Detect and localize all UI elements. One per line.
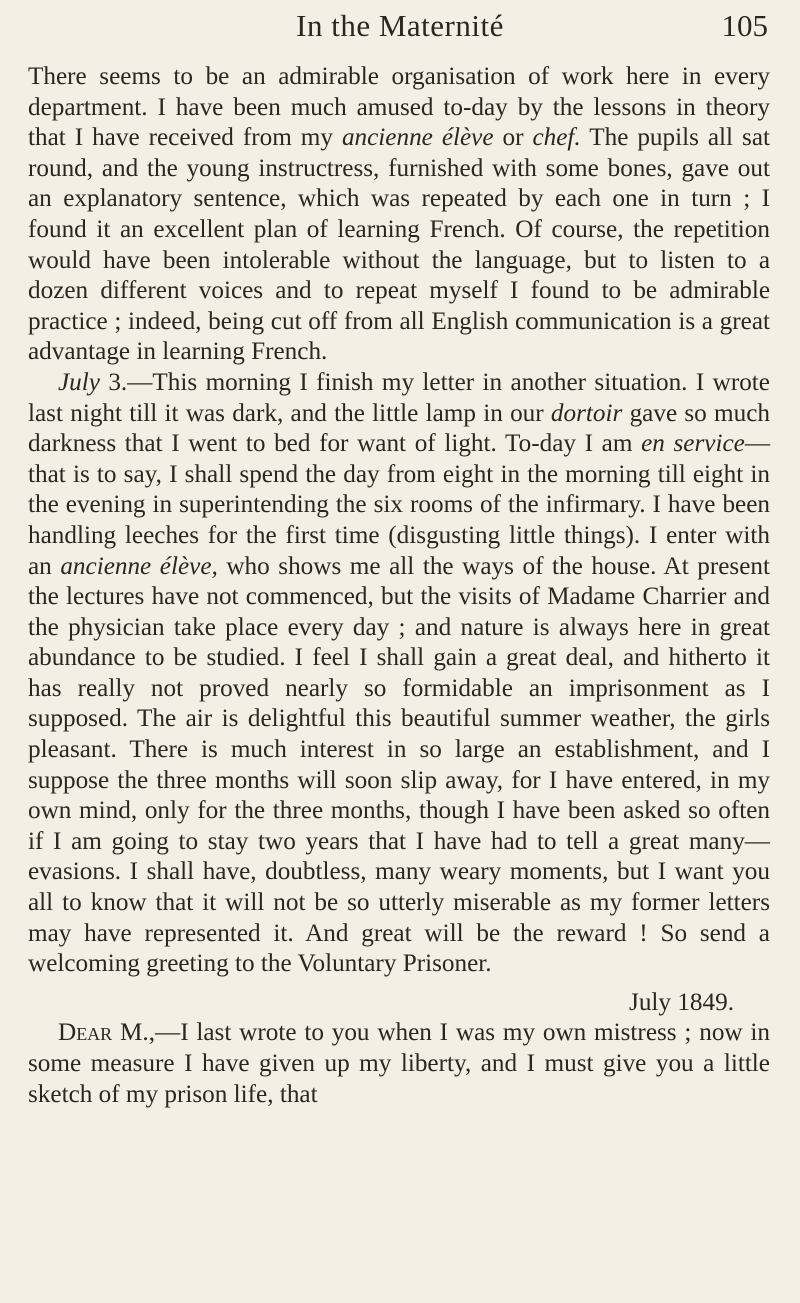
italic-phrase: ancienne élève <box>341 124 494 152</box>
italic-phrase: chef. <box>532 124 581 152</box>
text-run: The pupils all sat round, and the young instructress, furnished with some bones, gave out an explanatory sentence, which was repeated by each one in turn ; I found it an excellent plan of learning French. Of course, the repetition would have been intolerable without the language, but to listen to a dozen different voices and to repeat myself I found to be admirable practice ; indeed, being cut off from all English communication is a great advantage in learning French. <box>28 124 771 366</box>
text-run: gave so much darkness that I went to bed for want of light. To-day I am <box>28 399 770 458</box>
text-run: There seems to be an admirable organisation of work here in every department. I have been much amused to-day by the lessons in theory that I have received from my <box>28 63 770 152</box>
text-run: or <box>493 124 533 152</box>
paragraph-july-3 <box>28 368 770 980</box>
italic-phrase: ancienne élève, <box>60 552 218 580</box>
paragraph-letter-start <box>28 1018 770 1110</box>
text-run: —I last wrote to you when I was my own mistress ; now in some measure I have given up my liberty, and I must give you a little sketch of my prison life, that <box>28 1019 770 1108</box>
italic-phrase: dortoir <box>550 399 623 427</box>
paragraph-organisation <box>28 62 770 368</box>
entry-date: July <box>58 368 100 396</box>
italic-phrase: en service <box>641 430 745 458</box>
running-title: In the Maternité <box>296 8 504 43</box>
text-run: 3.—This morning I finish my letter in another situation. I wrote last night till it was dark, and the little lamp in our <box>28 368 770 427</box>
text-run: who shows me all the ways of the house. At present the lectures have not commenced, but the visits of Madame Charrier and the physician take place every day ; and nature is always here in great abundance to be studied. I feel I shall gain a great deal, and hitherto it has really not proved nearly so formidable an imprisonment as I supposed. The air is delightful this beautiful summer weather, the girls pleasant. There is much interest in so large an establishment, and I suppose the three months will soon slip away, for I have entered, in my own mind, only for the three months, though I have been asked so often if I am going to stay two years that I have had to tell a great many—evasions. I shall have, doubtless, many weary moments, but I want you all to know that it will not be so utterly miserable as my former letters may have represented it. And great will be the reward ! So send a welcoming greeting to the Voluntary Prisoner. <box>28 552 770 978</box>
salutation: Dear M., <box>58 1019 155 1047</box>
page-header <box>0 6 800 52</box>
letter-dateline: July 1849. <box>629 988 734 1016</box>
text-run: — that is to say, I shall spend the day from eight in the morning till eight in the evening in superintending the six rooms of the infirmary. I have been handling leeches for the first time (disgusting little things). I enter with an <box>28 430 770 580</box>
body-text <box>28 62 770 1110</box>
page-number: 105 <box>721 8 768 43</box>
